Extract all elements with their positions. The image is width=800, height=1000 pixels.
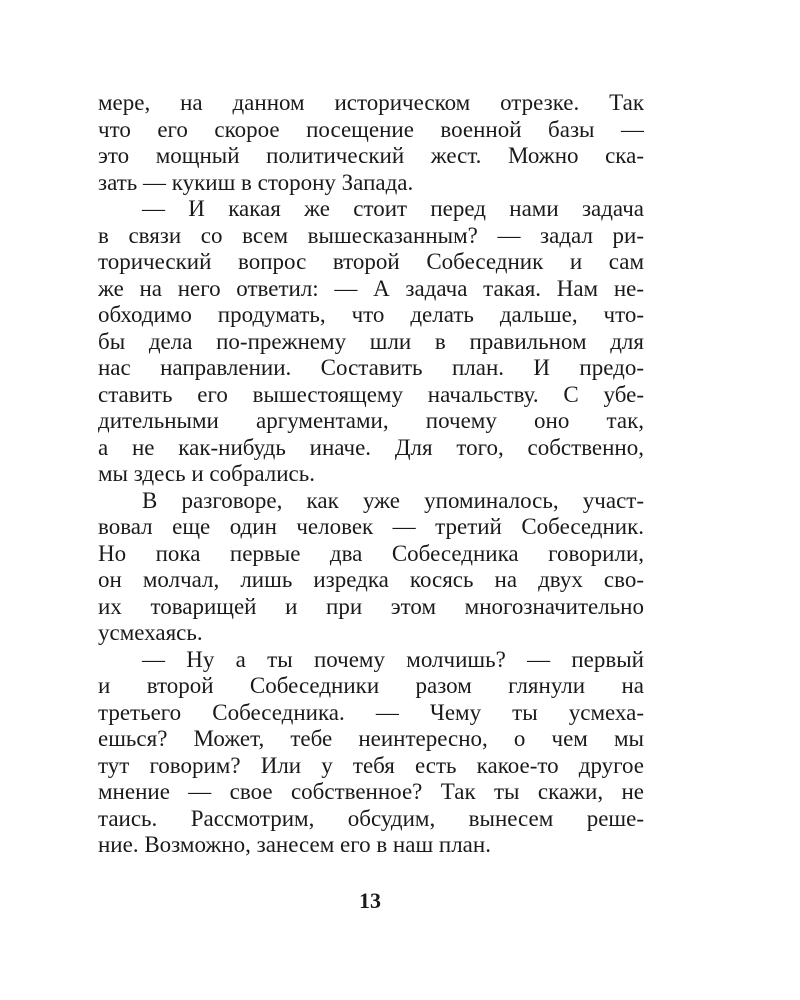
- text-line: это мощный политический жест. Можно ска-: [98, 143, 644, 168]
- text-line: ние. Возможно, занесем его в наш план.: [98, 832, 491, 857]
- text-line: Но пока первые два Собеседника говорили,: [98, 540, 644, 566]
- text-line: их товарищей и при этом многозначительно: [98, 593, 644, 619]
- text-line: он молчал, лишь изредка косясь на двух сво-: [98, 567, 644, 592]
- text-line: ешься? Может, тебе неинтересно, о чем мы: [98, 726, 644, 751]
- text-line: а не как-нибудь иначе. Для того, собственно,: [98, 434, 644, 460]
- text-line: нас направлении. Составить план. И предо-: [98, 355, 644, 380]
- text-line: в связи со всем вышесказанным? — задал ри-: [98, 222, 644, 248]
- text-line: тут говорим? Или у тебя есть какое-то другое: [98, 752, 644, 778]
- page-number: 13: [359, 888, 381, 913]
- text-line: мнение — свое собственное? Так ты скажи, не: [98, 779, 644, 804]
- paragraph-first-line: — Ну а ты почему молчишь? — первый: [142, 646, 644, 672]
- text-line: таись. Рассмотрим, обсудим, вынесем реше-: [98, 805, 644, 831]
- text-line: зать — кукиш в сторону Запада.: [98, 169, 414, 195]
- text-line: торический вопрос второй Собеседник и сам: [98, 249, 644, 274]
- text-line: усмехаясь.: [98, 620, 203, 645]
- text-line: вовал еще один человек — третий Собеседник.: [98, 514, 644, 539]
- text-line: ставить его вышестоящему начальству. С убе-: [98, 381, 644, 407]
- text-line: и второй Собеседники разом глянули на: [98, 673, 644, 698]
- text-line: дительными аргументами, почему оно так,: [98, 408, 644, 433]
- text-line: мы здесь и собрались.: [98, 461, 315, 486]
- paragraph-first-line: В разговоре, как уже упоминалось, участ-: [142, 487, 644, 513]
- text-line: что его скорое посещение военной базы —: [98, 116, 644, 142]
- body-text: [98, 90, 644, 859]
- text-line: же на него ответил: — А задача такая. Нам не-: [98, 275, 644, 301]
- text-line: обходимо продумать, что делать дальше, что-: [98, 302, 644, 327]
- text-line: бы дела по-прежнему шли в правильном для: [98, 328, 644, 354]
- text-line: третьего Собеседника. — Чему ты усмеха-: [98, 699, 644, 725]
- text-line: мере, на данном историческом отрезке. Так: [98, 90, 644, 115]
- paragraph-first-line: — И какая же стоит перед нами задача: [142, 196, 644, 221]
